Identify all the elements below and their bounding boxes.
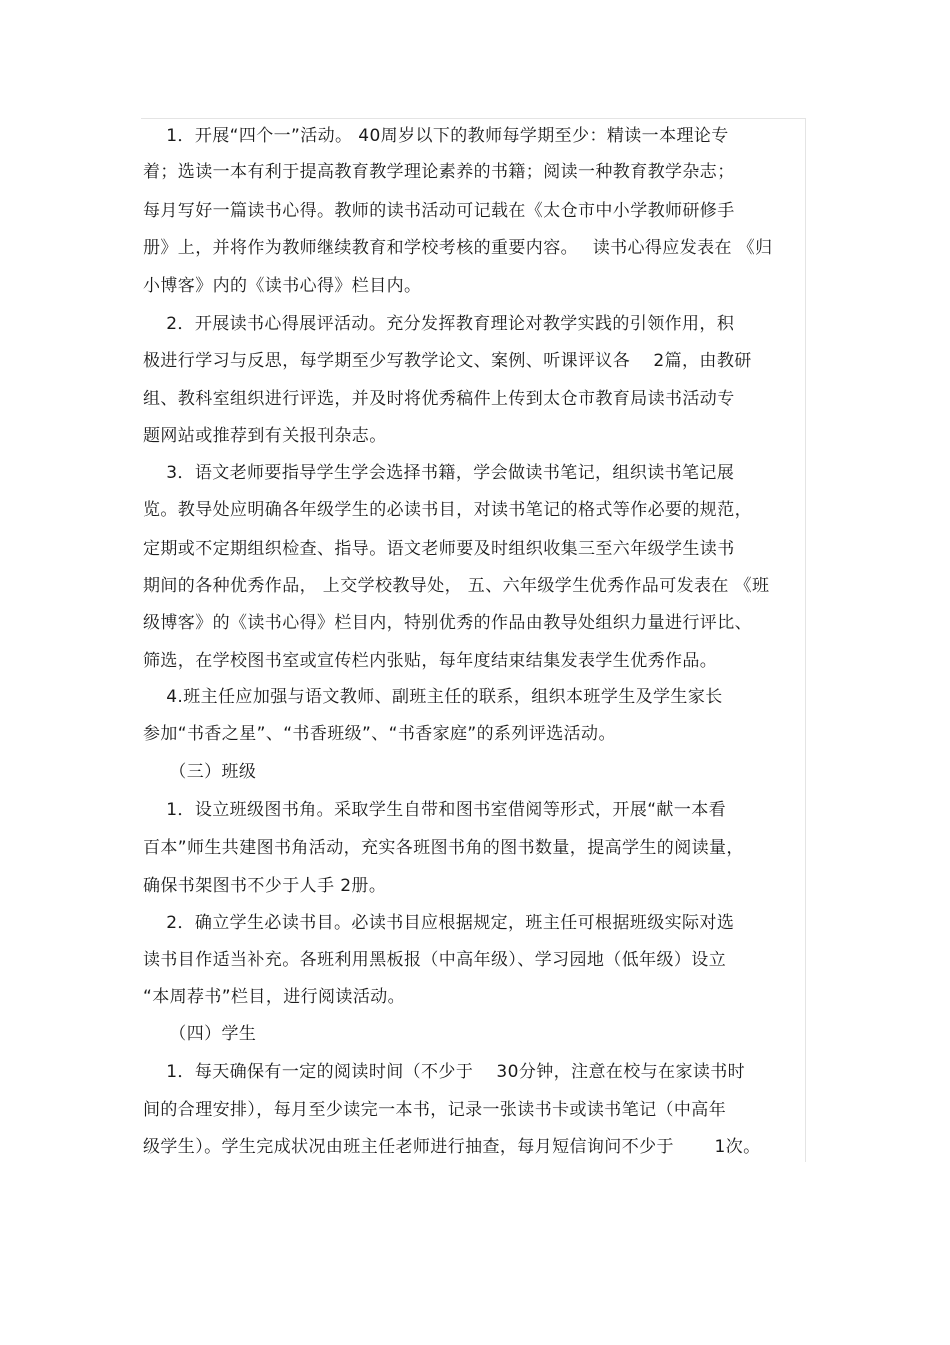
- text-line: 百本”师生共建图书角活动，充实各班图书角的图书数量，提高学生的阅读量，: [143, 838, 744, 858]
- text-line: 小博客》内的《读书心得》栏目内。: [143, 276, 422, 296]
- text-line: 组、教科室组织进行评选，并及时将优秀稿件上传到太仓市教育局读书活动专: [143, 389, 735, 409]
- text-line: 览。教导处应明确各年级学生的必读书目，对读书笔记的格式等作必要的规范，: [143, 500, 752, 520]
- text-line: 期间的各种优秀作品， 上交学校教导处， 五、六年级学生优秀作品可发表在 《班: [143, 576, 770, 596]
- text-line: 1．设立班级图书角。采取学生自带和图书室借阅等形式，开展“献一本看: [143, 800, 727, 820]
- text-line: 确保书架图书不少于人手 2册。: [143, 876, 387, 896]
- text-line: 定期或不定期组织检查、指导。语文老师要及时组织收集三至六年级学生读书: [143, 539, 735, 559]
- text-line: 极进行学习与反思，每学期至少写教学论文、案例、听课评议各 2篇，由教研: [143, 351, 752, 371]
- text-line: “本周荐书”栏目，进行阅读活动。: [143, 987, 406, 1007]
- text-line: 2．确立学生必读书目。必读书目应根据规定，班主任可根据班级实际对选: [143, 913, 735, 933]
- text-line: 1．开展“四个一”活动。 40周岁以下的教师每学期至少：精读一本理论专: [143, 126, 729, 146]
- text-line: 读书目作适当补充。各班利用黑板报（中高年级）、学习园地（低年级）设立: [143, 950, 727, 970]
- text-line: 2．开展读书心得展评活动。充分发挥教育理论对教学实践的引领作用，积: [143, 314, 735, 334]
- text-line: 每月写好一篇读书心得。教师的读书活动可记载在《太仓市中小学教师研修手: [143, 201, 735, 221]
- text-line: 级博客》的《读书心得》栏目内，特别优秀的作品由教导处组织力量进行评比、: [143, 613, 752, 633]
- text-line: 参加“书香之星”、“书香班级”、“书香家庭”的系列评选活动。: [143, 724, 616, 744]
- text-line: 1．每天确保有一定的阅读时间（不少于 30分钟，注意在校与在家读书时: [143, 1062, 746, 1082]
- text-line: 筛选，在学校图书室或宣传栏内张贴，每年度结束结集发表学生优秀作品。: [143, 651, 718, 671]
- text-line: 3．语文老师要指导学生学会选择书籍，学会做读书笔记，组织读书笔记展: [143, 463, 735, 483]
- text-line: 册》上，并将作为教师继续教育和学校考核的重要内容。 读书心得应发表在 《归: [143, 238, 773, 258]
- text-line: 级学生）。学生完成状况由班主任老师进行抽查，每月短信询问不少于 1次。: [143, 1137, 761, 1157]
- text-line: 4.班主任应加强与语文教师、副班主任的联系，组织本班学生及学生家长: [143, 687, 723, 707]
- text-line: 题网站或推荐到有关报刊杂志。: [143, 426, 387, 446]
- text-line: 着；选读一本有利于提高教育教学理论素养的书籍；阅读一种教育教学杂志；: [143, 162, 735, 182]
- section-heading: （四）学生: [143, 1024, 257, 1044]
- section-heading: （三）班级: [143, 762, 257, 782]
- text-line: 间的合理安排），每月至少读完一本书，记录一张读书卡或读书笔记（中高年: [143, 1100, 727, 1120]
